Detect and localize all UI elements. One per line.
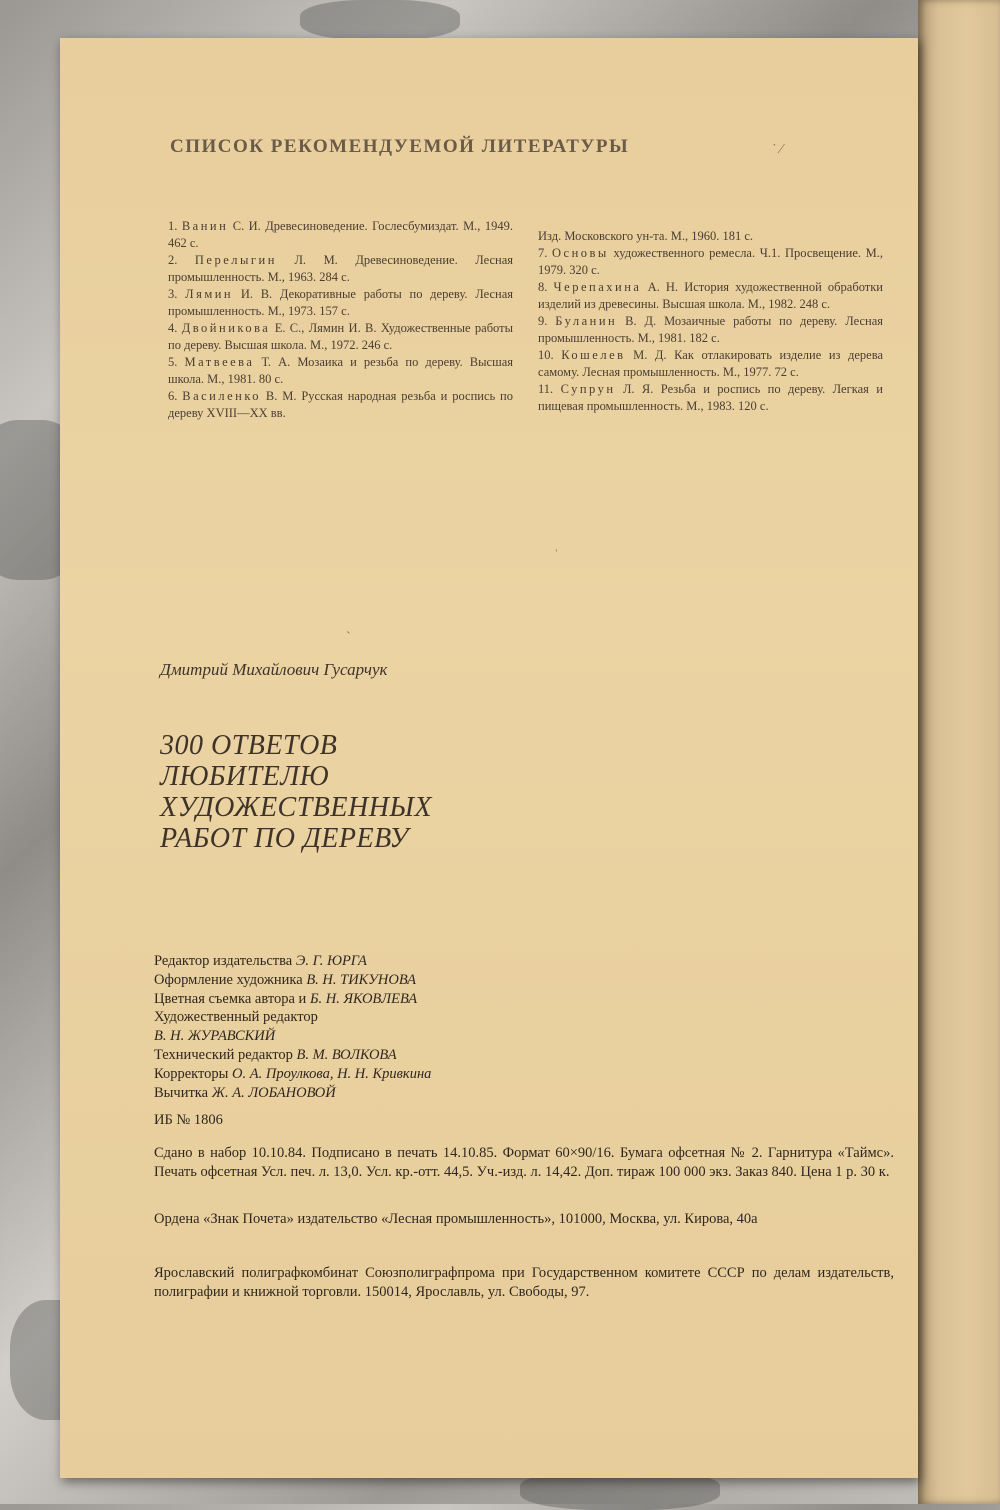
reference-text: В. М. Русская народная резьба и роспись по дереву XVIII—XX вв. [168, 389, 513, 420]
credit-line [154, 990, 431, 1009]
credits-list [154, 952, 431, 1102]
reference-author: Супрун [560, 382, 616, 396]
print-info: Сдано в набор 10.10.84. Подписано в печать 14.10.85. Формат 60×90/16. Бумага офсетная № 2. Гарнитура «Таймс». Печать офсетная Усл. печ. л. 13,0. Усл. кр.-отт. 44,5. Уч.-изд. л. 14,42. Доп. тираж 100 000 экз. Заказ 840. Цена 1 р. 30 к. [154, 1145, 894, 1180]
credit-name: О. А. Проулкова, Н. Н. Кривкина [232, 1065, 432, 1082]
reference-author: Матвеева [184, 355, 255, 369]
bibliography-left-column [168, 218, 513, 422]
reference-text: художественного ремесла. Ч.1. Просвещение. М., 1979. 320 с. [538, 246, 883, 277]
reference-item [168, 354, 513, 388]
reference-item [168, 252, 513, 286]
reference-author: Перелыгин [194, 253, 277, 267]
credit-name: Э. Г. ЮРГА [295, 953, 367, 969]
credit-name: Б. Н. ЯКОВЛЕВА [309, 990, 418, 1007]
reference-number: 10. [538, 348, 554, 362]
title-line: ХУДОЖЕСТВЕННЫХ [160, 792, 432, 823]
reference-item [168, 388, 513, 422]
credit-role: Цветная съемка автора и [154, 990, 310, 1007]
print-mark: ˋ [346, 630, 351, 645]
reference-text: Т. А. Мозаика и резьба по дереву. Высшая школа. М., 1981. 80 с. [168, 355, 513, 386]
credit-role: Корректоры [154, 1065, 233, 1082]
bibliography-heading: СПИСОК РЕКОМЕНДУЕМОЙ ЛИТЕРАТУРЫ [170, 136, 630, 157]
reference-item [538, 228, 883, 245]
reference-number: 7. [538, 246, 548, 260]
reference-author: Ванин [181, 219, 229, 233]
reference-number: 8. [538, 280, 548, 294]
printer-info: Ярославский полиграфкомбинат Союзполиграфпрома при Государственном комитете СССР по делам издательств, полиграфии и книжной торговли. 150014, Ярославль, ул. Свободы, 97. [154, 1265, 894, 1300]
credit-line [154, 1084, 431, 1103]
reference-number: 9. [538, 314, 548, 328]
reference-text: С. И. Древесиноведение. Гослесбумиздат. М., 1949. 462 с. [168, 219, 514, 250]
reference-text: М. Д. Как отлакировать изделие из дерева самому. Лесная промышленность. М., 1977. 72 с. [538, 348, 884, 379]
credit-role: Вычитка [154, 1084, 212, 1101]
title-line: ЛЮБИТЕЛЮ [160, 761, 330, 792]
reference-author: Лямин [185, 287, 234, 301]
wall-texture [300, 0, 460, 40]
reference-number: 6. [168, 389, 178, 403]
title-line: РАБОТ ПО ДЕРЕВУ [160, 823, 409, 854]
credit-role: Редактор издательства [154, 953, 296, 969]
credit-line [154, 1008, 431, 1027]
reference-number: 11. [538, 382, 554, 396]
publisher-info: Ордена «Знак Почета» издательство «Лесная промышленность», 101000, Москва, ул. Кирова, 40а [154, 1211, 758, 1227]
author-name: Дмитрий Михайлович Гусарчук [160, 660, 388, 679]
reference-item [538, 347, 883, 381]
reference-item [168, 218, 513, 252]
book-page [60, 38, 918, 1478]
credit-line [154, 1065, 431, 1084]
reference-item [538, 313, 883, 347]
book-title [160, 730, 432, 854]
print-mark: ˙ ⁄ [772, 142, 783, 157]
reference-author: Двойникова [181, 321, 271, 335]
reference-number: 5. [168, 355, 178, 369]
reference-author: Буланин [555, 314, 618, 328]
credit-role: Оформление художника [154, 971, 307, 988]
reference-number: 2. [168, 253, 178, 267]
reference-text: Е. С., Лямин И. В. Художественные работы по дереву. Высшая школа. М., 1972. 246 с. [168, 321, 514, 352]
credit-line [154, 1027, 431, 1046]
credit-role: Художественный редактор [154, 1009, 318, 1026]
credit-name: В. Н. ТИКУНОВА [306, 971, 416, 988]
print-mark: ˈ [554, 548, 559, 563]
reference-item [538, 381, 883, 415]
credit-name: Ж. А. ЛОБАНОВОЙ [211, 1084, 336, 1101]
reference-item [538, 279, 883, 313]
reference-item [168, 286, 513, 320]
reference-author: Черепахина [553, 280, 642, 294]
title-line: 300 ОТВЕТОВ [160, 730, 338, 761]
credit-line [154, 1046, 431, 1065]
reference-number: 3. [168, 287, 178, 301]
reference-author: Основы [552, 246, 609, 260]
reference-item [168, 320, 513, 354]
reference-author: Кошелев [561, 348, 626, 362]
reference-text: Изд. Московского ун-та. М., 1960. 181 с. [538, 229, 754, 243]
credit-name: В. М. ВОЛКОВА [296, 1046, 397, 1063]
reference-item [538, 245, 883, 279]
reference-text: И. В. Декоративные работы по дереву. Лесная промышленность. М., 1973. 157 с. [168, 287, 513, 318]
reference-text: Л. М. Древесиноведение. Лесная промышленность. М., 1963. 284 с. [168, 253, 514, 284]
reference-number: 4. [168, 321, 178, 335]
ib-number: ИБ № 1806 [154, 1112, 223, 1128]
credit-role: Технический редактор [154, 1046, 297, 1063]
bibliography-right-column [538, 228, 883, 415]
credit-line [154, 952, 431, 971]
credit-line [154, 971, 431, 990]
credit-name: В. Н. ЖУРАВСКИЙ [154, 1028, 276, 1045]
reference-number: 1. [168, 219, 178, 233]
reference-text: Л. Я. Резьба и роспись по дереву. Легкая и пищевая промышленность. М., 1983. 120 с. [538, 382, 883, 413]
reference-author: Василенко [182, 389, 262, 403]
reference-text: В. Д. Мозаичные работы по дереву. Лесная промышленность. М., 1981. 182 с. [538, 314, 884, 345]
reference-text: А. Н. История художественной обработки изделий из древесины. Высшая школа. М., 1982. 248 с. [538, 280, 883, 311]
facing-page-edge [918, 0, 1000, 1504]
